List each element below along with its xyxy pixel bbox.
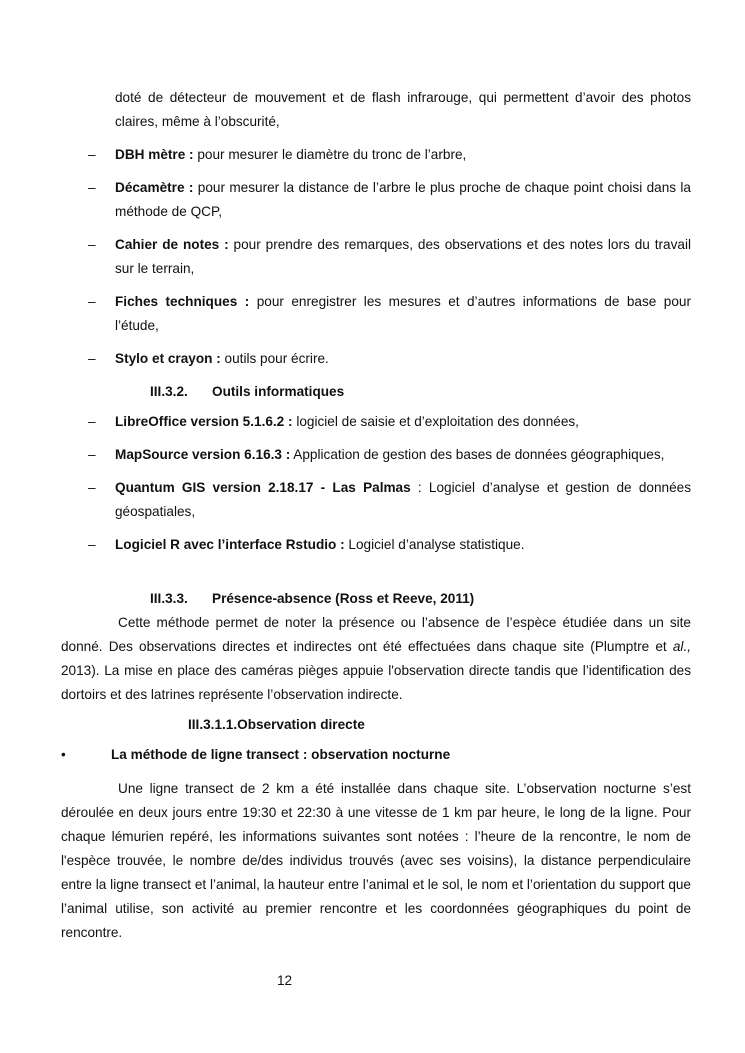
materials-list [88, 143, 691, 371]
dash-bullet: – [88, 447, 96, 462]
section-heading-322 [150, 380, 691, 404]
section-title: Outils informatiques [212, 384, 345, 399]
dash-bullet: – [88, 351, 96, 366]
item-term: Fiches techniques : [115, 294, 250, 309]
item-term: Décamètre : [115, 180, 194, 195]
item-description: pour enregistrer les mesures et d’autres informations de base pour l’étude, [115, 294, 692, 333]
list-item [88, 533, 691, 557]
item-description: outils pour écrire. [220, 351, 329, 366]
list-item [88, 233, 691, 281]
paragraph-text-2: 2013). La mise en place des caméras pièges appuie l'observation directe tandis que l’identification des dortoirs et des latrines représente l’observation indirecte. [61, 663, 691, 702]
item-term: Stylo et crayon : [115, 351, 221, 366]
section-number: III.3.2. [150, 384, 188, 399]
item-description: Application de gestion des bases de données géographiques, [290, 447, 665, 462]
item-term: MapSource version 6.16.3 : [115, 447, 291, 462]
bullet-text: La méthode de ligne transect : observation nocturne [111, 747, 451, 762]
continuation-line-2: claires, même à l’obscurité, [115, 114, 280, 129]
citation-italic: al., [672, 639, 691, 654]
item-description: pour mesurer le diamètre du tronc de l’arbre, [193, 147, 467, 162]
dash-bullet: – [88, 480, 96, 495]
dash-bullet: – [88, 294, 96, 309]
list-item [88, 410, 691, 434]
item-description: pour mesurer la distance de l’arbre le plus proche de chaque point choisi dans la méthode de QCP, [115, 180, 691, 219]
item-description: Logiciel d’analyse statistique. [344, 537, 525, 552]
list-item [88, 176, 691, 224]
item-term: LibreOffice version 5.1.6.2 : [115, 414, 293, 429]
bullet-transect [61, 743, 691, 767]
item-term: Logiciel R avec l’interface Rstudio : [115, 537, 345, 552]
continuation-text [115, 86, 691, 134]
section-title: Observation directe [237, 717, 365, 732]
section-title: Présence-absence (Ross et Reeve, 2011) [212, 591, 475, 606]
transect-paragraph: Une ligne transect de 2 km a été installée dans chaque site. L’observation nocturne s’est déroulée en deux jours entre 19:30 et 22:30 à une vitesse de 1 km par heure, le long de la ligne. Pour chaque lémurien repéré, les informations suivantes sont notées : l’heure de la rencontre, le nom de l'espèce trouvée, le nombre de/des individus trouvés (avec ses voisins), la distance perpendiculaire entre la ligne transect et l’animal, la hauteur entre l’animal et le sol, le nom et l’orientation du support que l’animal utilise, son activité au premier rencontre et les coordonnées géographiques du point de rencontre. [61, 781, 691, 940]
dash-bullet: – [88, 414, 96, 429]
list-item [88, 443, 691, 467]
item-term: Cahier de notes : [115, 237, 229, 252]
software-list [88, 410, 691, 557]
item-description: logiciel de saisie et d’exploitation des données, [292, 414, 579, 429]
section-number: III.3.3. [150, 591, 188, 606]
section-number: III.3.1.1. [188, 717, 238, 732]
list-item [88, 347, 691, 371]
page-number: 12 [276, 973, 293, 988]
item-term: Quantum GIS version 2.18.17 - Las Palmas [115, 480, 411, 495]
paragraph-text-1: Cette méthode permet de noter la présence ou l’absence de l’espèce étudiée dans un site donné. Des observations directes et indirectes ont été effectuées dans chaque site (Plumptre et [61, 615, 691, 654]
list-item [88, 476, 691, 524]
list-item [88, 143, 691, 167]
dash-bullet: – [88, 537, 96, 552]
section-heading-3311 [188, 713, 691, 737]
dash-bullet: – [88, 147, 96, 162]
round-bullet: • [61, 747, 66, 762]
list-item [88, 290, 691, 338]
section-heading-333 [150, 587, 691, 611]
dash-bullet: – [88, 180, 96, 195]
item-description: : Logiciel d’analyse et gestion de données géospatiales, [115, 480, 691, 519]
continuation-line-1: doté de détecteur de mouvement et de flash infrarouge, qui permettent d’avoir des photos [115, 90, 691, 105]
presence-paragraph [61, 611, 691, 707]
item-description: pour prendre des remarques, des observations et des notes lors du travail sur le terrain, [115, 237, 691, 276]
dash-bullet: – [88, 237, 96, 252]
item-term: DBH mètre : [115, 147, 194, 162]
